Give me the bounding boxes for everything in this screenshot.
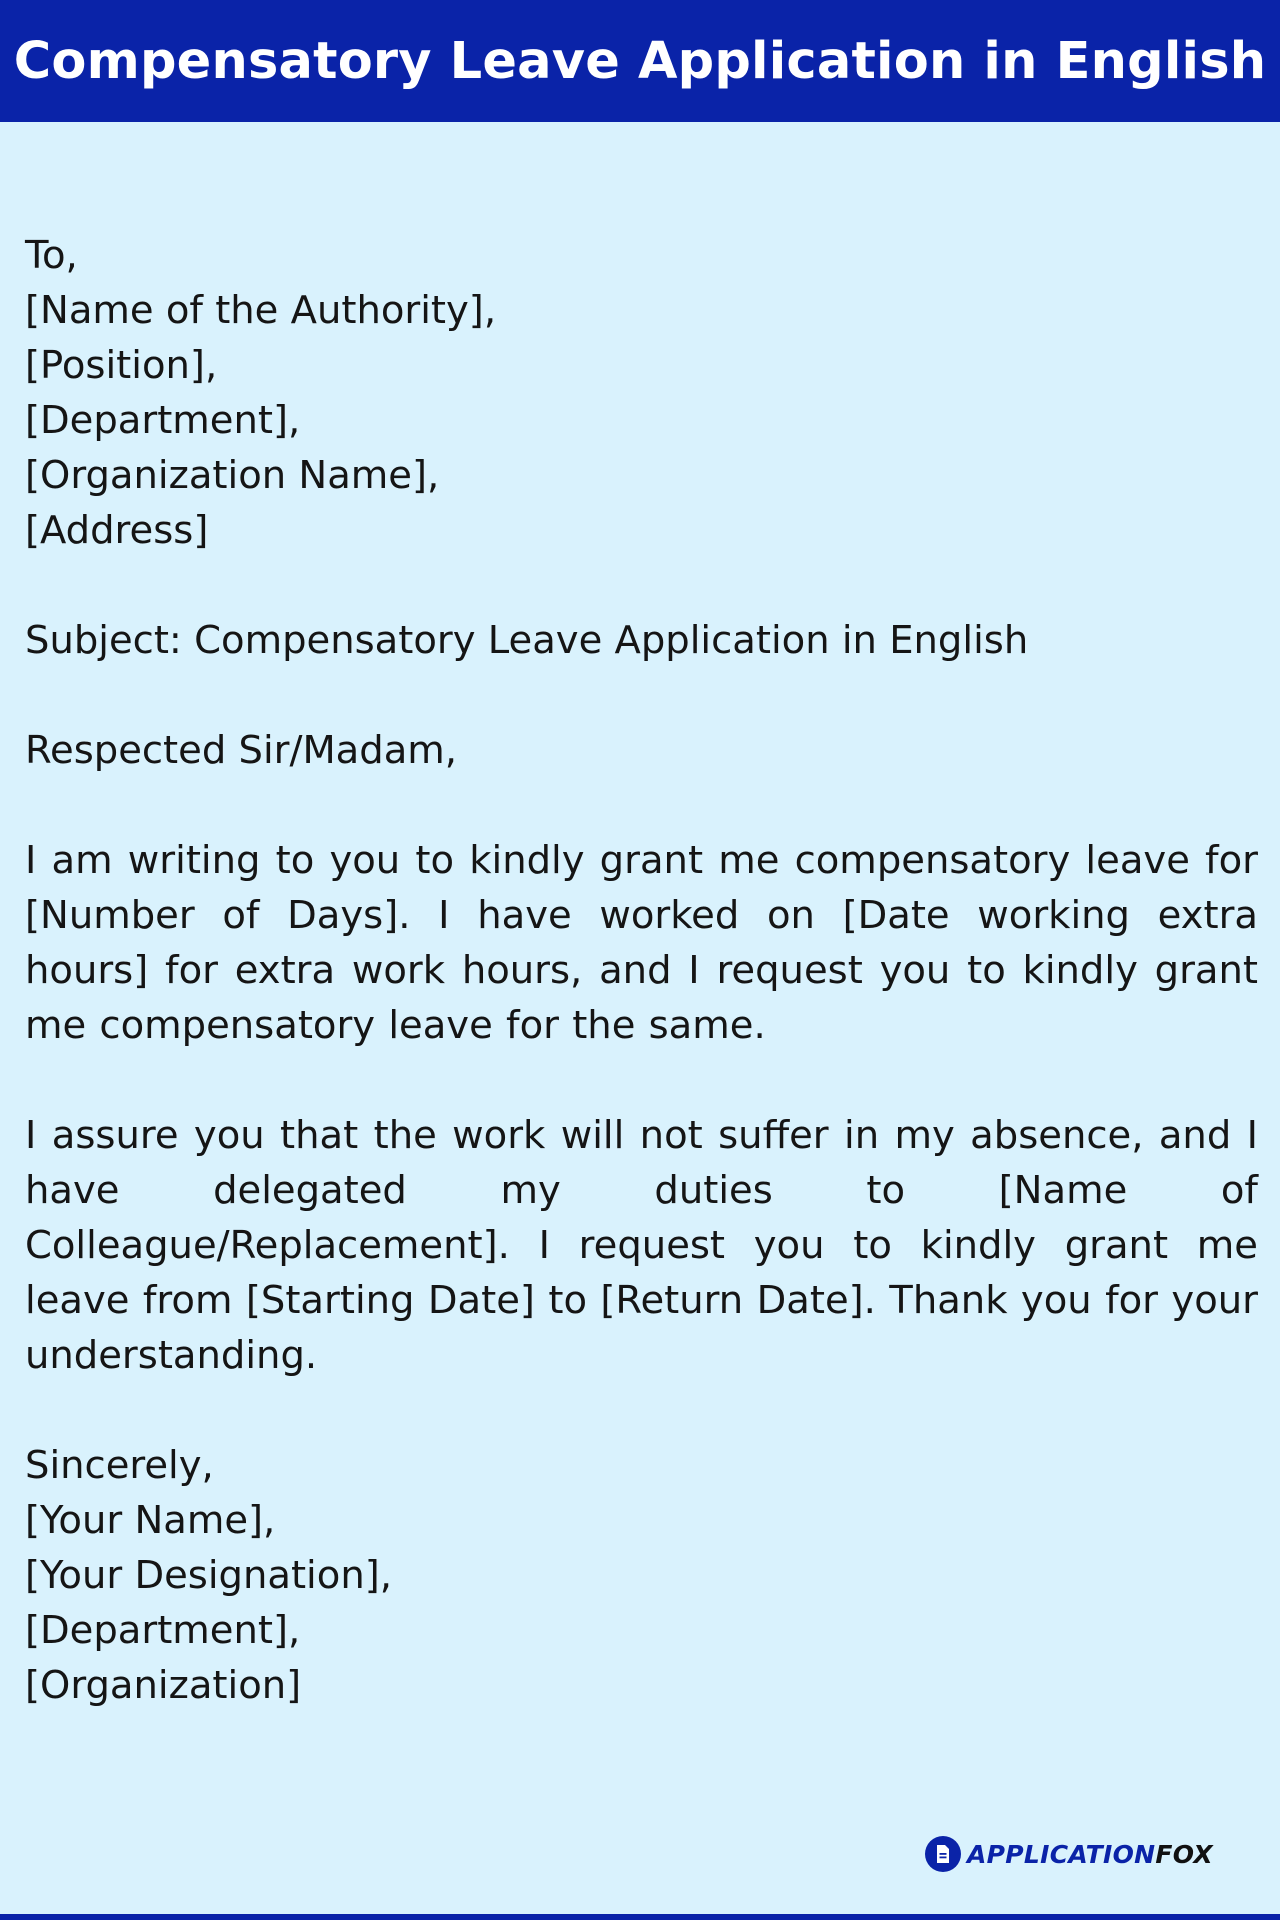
closing-line: Sincerely, <box>25 1443 214 1488</box>
signature-block <box>25 1438 1258 1713</box>
brand-name-part1: APPLICATION <box>967 1839 1156 1869</box>
title-bar <box>0 0 1280 122</box>
recipient-address <box>25 228 1258 558</box>
address-line: [Address] <box>25 508 209 553</box>
page-title: Compensatory Leave Application in English <box>13 31 1267 91</box>
closing-line: [Your Name], <box>25 1498 276 1543</box>
brand-name <box>967 1840 1213 1869</box>
body-paragraph: I am writing to you to kindly grant me compensatory leave for [Number of Days]. I have worked on [Date working extra hours] for extra work hours, and I request you to kindly grant me compensatory leave for the same. <box>25 838 1258 1048</box>
bottom-rule <box>0 1914 1280 1920</box>
document-icon <box>925 1836 961 1872</box>
closing-line: [Department], <box>25 1608 301 1653</box>
brand-name-part2: FOX <box>1155 1839 1213 1869</box>
closing-line: [Your Designation], <box>25 1553 392 1598</box>
letter-body <box>25 228 1258 1713</box>
subject-line: Subject: Compensatory Leave Application in English <box>25 618 1029 663</box>
body-paragraph: I assure you that the work will not suffer in my absence, and I have delegated my duties to [Name of Colleague/Replacement]. I request you to kindly grant me leave from [Starting Date] to [Return Date]. Thank you for your understanding. <box>25 1113 1258 1378</box>
address-line: [Name of the Authority], <box>25 288 497 333</box>
brand-logo <box>925 1836 1213 1872</box>
closing-line: [Organization] <box>25 1663 302 1708</box>
address-line: [Department], <box>25 398 301 443</box>
address-line: [Organization Name], <box>25 453 440 498</box>
salutation: Respected Sir/Madam, <box>25 728 458 773</box>
address-line: To, <box>25 233 78 278</box>
address-line: [Position], <box>25 343 218 388</box>
